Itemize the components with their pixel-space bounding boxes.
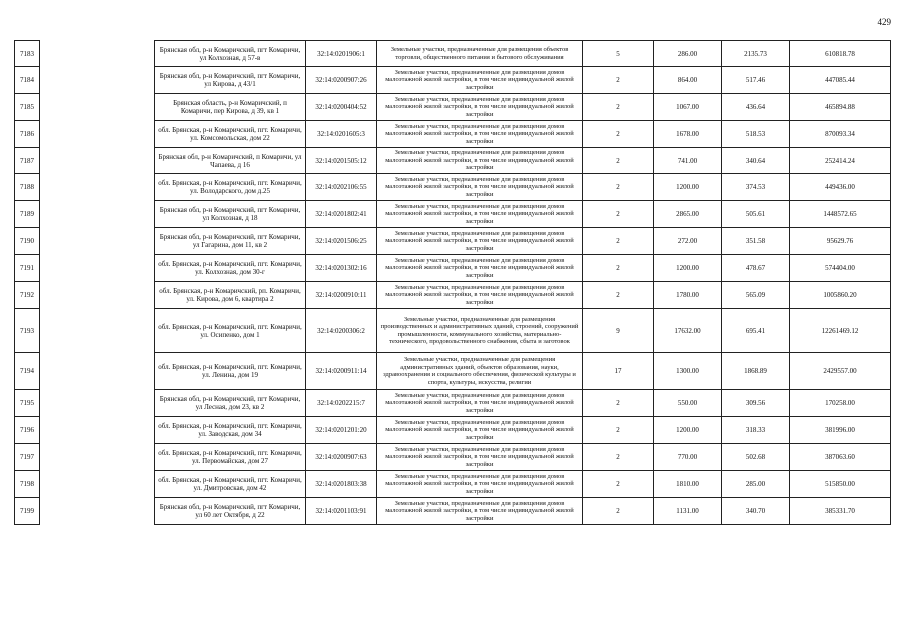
cadastral-value-cell: 381996.00 — [790, 417, 891, 444]
area-cell: 286.00 — [654, 41, 722, 67]
cadastral-value-cell: 515850.00 — [790, 471, 891, 498]
cadastral-number-cell: 32:14:0200910:11 — [306, 282, 377, 309]
cadastral-value-cell: 449436.00 — [790, 174, 891, 201]
cadastral-number-cell: 32:14:0202106:55 — [306, 174, 377, 201]
cadastral-number-cell: 32:14:0202215:7 — [306, 390, 377, 417]
specific-value-cell: 478.67 — [722, 255, 790, 282]
cadastral-number-cell: 32:14:0201103:91 — [306, 498, 377, 525]
cadastral-value-cell: 870093.34 — [790, 121, 891, 148]
row-number-cell: 7184 — [15, 67, 40, 94]
spacer-cell — [40, 201, 155, 228]
address-cell: обл. Брянская, р-н Комаричский, пгт. Комаричи, ул. Ленина, дом 19 — [155, 353, 306, 390]
land-use-cell: Земельные участки, предназначенные для размещения домов малоэтажной жилой застройки, в том числе индивидуальной жилой застройки — [377, 67, 583, 94]
specific-value-cell: 318.33 — [722, 417, 790, 444]
cadastral-number-cell: 32:14:0200404:52 — [306, 94, 377, 121]
row-number-cell: 7188 — [15, 174, 40, 201]
spacer-cell — [40, 444, 155, 471]
table-row — [15, 228, 891, 255]
area-cell: 2865.00 — [654, 201, 722, 228]
address-cell: Брянская обл, р-н Комаричский, п Комаричи, ул Чапаева, д 16 — [155, 148, 306, 174]
area-cell: 17632.00 — [654, 309, 722, 353]
land-use-cell: Земельные участки, предназначенные для размещения домов малоэтажной жилой застройки, в том числе индивидуальной жилой застройки — [377, 498, 583, 525]
area-cell: 770.00 — [654, 444, 722, 471]
row-number-cell: 7185 — [15, 94, 40, 121]
cadastral-number-cell: 32:14:0200306:2 — [306, 309, 377, 353]
table-row — [15, 471, 891, 498]
group-cell: 2 — [583, 282, 654, 309]
group-cell: 5 — [583, 41, 654, 67]
address-cell: обл. Брянская, р-н Комаричский, пгт. Комаричи, ул. Колхозная, дом 30-г — [155, 255, 306, 282]
group-cell: 2 — [583, 255, 654, 282]
spacer-cell — [40, 41, 155, 67]
cadastral-value-cell: 252414.24 — [790, 148, 891, 174]
row-number-cell: 7196 — [15, 417, 40, 444]
cadastral-number-cell: 32:14:0201803:38 — [306, 471, 377, 498]
specific-value-cell: 2135.73 — [722, 41, 790, 67]
cadastral-number-cell: 32:14:0201802:41 — [306, 201, 377, 228]
land-use-cell: Земельные участки, предназначенные для размещения домов малоэтажной жилой застройки, в том числе индивидуальной жилой застройки — [377, 228, 583, 255]
address-cell: обл. Брянская, р-н Комаричский, пгт. Комаричи, ул. Дмитровская, дом 42 — [155, 471, 306, 498]
row-number-cell: 7199 — [15, 498, 40, 525]
table-row — [15, 498, 891, 525]
land-use-cell: Земельные участки, предназначенные для размещения домов малоэтажной жилой застройки, в том числе индивидуальной жилой застройки — [377, 390, 583, 417]
group-cell: 2 — [583, 444, 654, 471]
address-cell: обл. Брянская, р-н Комаричский, рп. Комаричи, ул. Кирова, дом 6, квартира 2 — [155, 282, 306, 309]
address-cell: Брянская обл, р-н Комаричский, пгт Комаричи, ул Колхозная, д 18 — [155, 201, 306, 228]
spacer-cell — [40, 309, 155, 353]
cadastral-value-cell: 170258.00 — [790, 390, 891, 417]
row-number-cell: 7197 — [15, 444, 40, 471]
group-cell: 2 — [583, 94, 654, 121]
cadastral-value-cell: 465894.88 — [790, 94, 891, 121]
specific-value-cell: 340.70 — [722, 498, 790, 525]
table-row — [15, 67, 891, 94]
specific-value-cell: 695.41 — [722, 309, 790, 353]
cadastral-value-cell: 574404.00 — [790, 255, 891, 282]
area-cell: 1131.00 — [654, 498, 722, 525]
area-cell: 1200.00 — [654, 255, 722, 282]
land-use-cell: Земельные участки, предназначенные для размещения домов малоэтажной жилой застройки, в том числе индивидуальной жилой застройки — [377, 201, 583, 228]
area-cell: 1200.00 — [654, 174, 722, 201]
group-cell: 2 — [583, 174, 654, 201]
specific-value-cell: 285.00 — [722, 471, 790, 498]
address-cell: обл. Брянская, р-н Комаричский, пгт. Комаричи, ул. Заводская, дом 34 — [155, 417, 306, 444]
cadastral-number-cell: 32:14:0200911:14 — [306, 353, 377, 390]
land-use-cell: Земельные участки, предназначенные для размещения домов малоэтажной жилой застройки, в том числе индивидуальной жилой застройки — [377, 417, 583, 444]
cadastral-number-cell: 32:14:0200907:26 — [306, 67, 377, 94]
group-cell: 2 — [583, 121, 654, 148]
table-row — [15, 94, 891, 121]
cadastral-number-cell: 32:14:0201302:16 — [306, 255, 377, 282]
cadastral-value-table — [14, 40, 891, 525]
cadastral-number-cell: 32:14:0201506:25 — [306, 228, 377, 255]
cadastral-number-cell: 32:14:0201201:20 — [306, 417, 377, 444]
spacer-cell — [40, 148, 155, 174]
cadastral-value-cell: 2429557.00 — [790, 353, 891, 390]
spacer-cell — [40, 174, 155, 201]
row-number-cell: 7193 — [15, 309, 40, 353]
row-number-cell: 7190 — [15, 228, 40, 255]
address-cell: Брянская область, р-н Комаричский, п Комаричи, пер Кирова, д 39, кв 1 — [155, 94, 306, 121]
spacer-cell — [40, 353, 155, 390]
table-row — [15, 255, 891, 282]
group-cell: 2 — [583, 201, 654, 228]
specific-value-cell: 436.64 — [722, 94, 790, 121]
cadastral-value-cell: 95629.76 — [790, 228, 891, 255]
area-cell: 741.00 — [654, 148, 722, 174]
spacer-cell — [40, 121, 155, 148]
land-use-cell: Земельные участки, предназначенные для размещения домов малоэтажной жилой застройки, в том числе индивидуальной жилой застройки — [377, 444, 583, 471]
land-use-cell: Земельные участки, предназначенные для размещения производственных и административных зданий, строений, сооружений промышленности, коммунального хозяйства, материально-технического, продовольственного снабжения, сбыта и заготовок — [377, 309, 583, 353]
land-use-cell: Земельные участки, предназначенные для размещения домов малоэтажной жилой застройки, в том числе индивидуальной жилой застройки — [377, 282, 583, 309]
land-use-cell: Земельные участки, предназначенные для размещения домов малоэтажной жилой застройки, в том числе индивидуальной жилой застройки — [377, 148, 583, 174]
row-number-cell: 7191 — [15, 255, 40, 282]
land-use-cell: Земельные участки, предназначенные для размещения административных зданий, объектов образования, науки, здравоохранения и социального обеспечения, физической культуры и спорта, культуры, искусства, религии — [377, 353, 583, 390]
land-use-cell: Земельные участки, предназначенные для размещения домов малоэтажной жилой застройки, в том числе индивидуальной жилой застройки — [377, 471, 583, 498]
specific-value-cell: 374.53 — [722, 174, 790, 201]
address-cell: обл. Брянская, р-н Комаричский, пгт. Комаричи, ул. Осипенко, дом 1 — [155, 309, 306, 353]
group-cell: 2 — [583, 390, 654, 417]
table-row — [15, 417, 891, 444]
spacer-cell — [40, 390, 155, 417]
row-number-cell: 7183 — [15, 41, 40, 67]
cadastral-value-cell: 447085.44 — [790, 67, 891, 94]
group-cell: 9 — [583, 309, 654, 353]
row-number-cell: 7195 — [15, 390, 40, 417]
group-cell: 2 — [583, 498, 654, 525]
address-cell: обл. Брянская, р-н Комаричский, пгт. Комаричи, ул. Володарского, дом д.25 — [155, 174, 306, 201]
specific-value-cell: 505.61 — [722, 201, 790, 228]
page-number: 429 — [877, 17, 891, 27]
land-use-cell: Земельные участки, предназначенные для размещения домов малоэтажной жилой застройки, в том числе индивидуальной жилой застройки — [377, 94, 583, 121]
group-cell: 2 — [583, 148, 654, 174]
land-use-cell: Земельные участки, предназначенные для размещения домов малоэтажной жилой застройки, в том числе индивидуальной жилой застройки — [377, 255, 583, 282]
spacer-cell — [40, 471, 155, 498]
table-row — [15, 353, 891, 390]
cadastral-value-cell: 385331.70 — [790, 498, 891, 525]
group-cell: 2 — [583, 228, 654, 255]
cadastral-number-cell: 32:14:0201906:1 — [306, 41, 377, 67]
area-cell: 1780.00 — [654, 282, 722, 309]
row-number-cell: 7189 — [15, 201, 40, 228]
address-cell: Брянская обл, р-н Комаричский, пгт Комаричи, ул Колхозная, д 57-в — [155, 41, 306, 67]
cadastral-number-cell: 32:14:0201505:12 — [306, 148, 377, 174]
spacer-cell — [40, 94, 155, 121]
table-row — [15, 121, 891, 148]
specific-value-cell: 340.64 — [722, 148, 790, 174]
cadastral-value-cell: 12261469.12 — [790, 309, 891, 353]
group-cell: 2 — [583, 67, 654, 94]
specific-value-cell: 309.56 — [722, 390, 790, 417]
address-cell: обл. Брянская, р-н Комаричский, пгт. Комаричи, ул. Первомайская, дом 27 — [155, 444, 306, 471]
table-row — [15, 41, 891, 67]
group-cell: 2 — [583, 417, 654, 444]
spacer-cell — [40, 255, 155, 282]
specific-value-cell: 518.53 — [722, 121, 790, 148]
address-cell: Брянская обл, р-н Комаричский, пгт Комаричи, ул 60 лет Октября, д 22 — [155, 498, 306, 525]
specific-value-cell: 1868.89 — [722, 353, 790, 390]
group-cell: 17 — [583, 353, 654, 390]
area-cell: 1067.00 — [654, 94, 722, 121]
land-use-cell: Земельные участки, предназначенные для размещения объектов торговли, общественного питания и бытового обслуживания — [377, 41, 583, 67]
land-use-cell: Земельные участки, предназначенные для размещения домов малоэтажной жилой застройки, в том числе индивидуальной жилой застройки — [377, 174, 583, 201]
area-cell: 1200.00 — [654, 417, 722, 444]
area-cell: 1300.00 — [654, 353, 722, 390]
spacer-cell — [40, 67, 155, 94]
spacer-cell — [40, 417, 155, 444]
table-row — [15, 309, 891, 353]
specific-value-cell: 351.58 — [722, 228, 790, 255]
area-cell: 272.00 — [654, 228, 722, 255]
specific-value-cell: 517.46 — [722, 67, 790, 94]
row-number-cell: 7186 — [15, 121, 40, 148]
address-cell: Брянская обл, р-н Комаричский, пгт Комаричи, ул Лесная, дом 23, кв 2 — [155, 390, 306, 417]
table-body — [15, 41, 891, 525]
address-cell: Брянская обл, р-н Комаричский, пгт Комаричи, ул Гагарина, дом 11, кв 2 — [155, 228, 306, 255]
area-cell: 550.00 — [654, 390, 722, 417]
land-use-cell: Земельные участки, предназначенные для размещения домов малоэтажной жилой застройки, в том числе индивидуальной жилой застройки — [377, 121, 583, 148]
table-row — [15, 282, 891, 309]
row-number-cell: 7192 — [15, 282, 40, 309]
row-number-cell: 7194 — [15, 353, 40, 390]
address-cell: Брянская обл, р-н Комаричский, пгт Комаричи, ул Кирова, д 43/1 — [155, 67, 306, 94]
cadastral-value-cell: 610818.78 — [790, 41, 891, 67]
cadastral-value-cell: 1005860.20 — [790, 282, 891, 309]
table-row — [15, 148, 891, 174]
table-row — [15, 390, 891, 417]
cadastral-value-cell: 387063.60 — [790, 444, 891, 471]
area-cell: 1678.00 — [654, 121, 722, 148]
group-cell: 2 — [583, 471, 654, 498]
cadastral-number-cell: 32:14:0200907:63 — [306, 444, 377, 471]
table-row — [15, 174, 891, 201]
cadastral-value-cell: 1448572.65 — [790, 201, 891, 228]
specific-value-cell: 502.68 — [722, 444, 790, 471]
table-row — [15, 201, 891, 228]
table-row — [15, 444, 891, 471]
address-cell: обл. Брянская, р-н Комаричский, пгт. Комаричи, ул. Комсомольская, дом 22 — [155, 121, 306, 148]
specific-value-cell: 565.09 — [722, 282, 790, 309]
spacer-cell — [40, 282, 155, 309]
area-cell: 864.00 — [654, 67, 722, 94]
row-number-cell: 7187 — [15, 148, 40, 174]
spacer-cell — [40, 498, 155, 525]
spacer-cell — [40, 228, 155, 255]
cadastral-number-cell: 32:14:0201605:3 — [306, 121, 377, 148]
area-cell: 1810.00 — [654, 471, 722, 498]
row-number-cell: 7198 — [15, 471, 40, 498]
